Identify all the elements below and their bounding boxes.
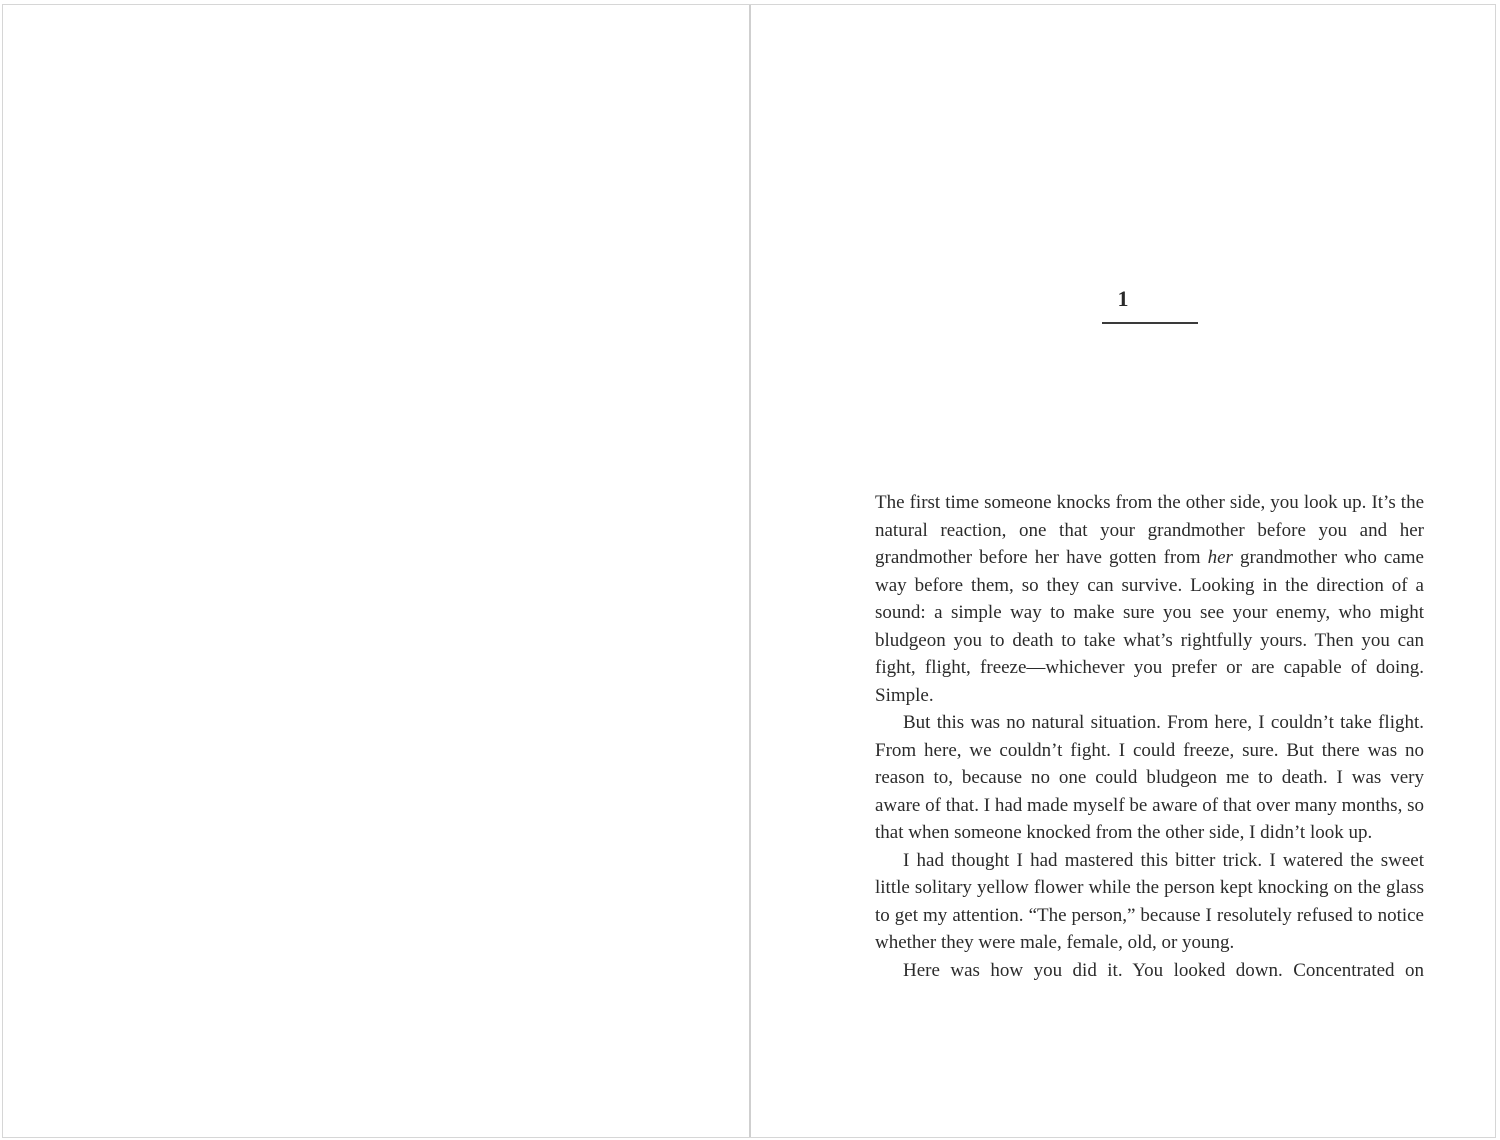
paragraph-1-emphasis: her [1207,547,1233,568]
book-spread [2,4,1496,1138]
chapter-body [875,489,1424,984]
paragraph-1-text-b: grandmother who came way before them, so they can survive. Looking in the direction of a sound: a simple way to make sure you see your enemy, who might bludgeon you to death to take what’s rightfully yours. Then you can fight, flight, freeze—whichever you prefer or are capable of doing. Simple. [875,547,1424,706]
chapter-rule [1102,322,1198,324]
right-page[interactable] [751,5,1495,1137]
paragraph-3: I had thought I had mastered this bitter trick. I watered the sweet little solitary yellow flower while the person kept knocking on the glass to get my attention. “The person,” because I resolutely refused to notice whether they were male, female, old, or young. [875,849,1424,953]
paragraph-1 [875,489,1424,709]
paragraph-1-text-a: The first time someone knocks from the other side, you look up. It’s the natural reaction, one that your grandmother before you and her grandmother before her have gotten from [875,492,1424,568]
paragraph-4: Here was how you did it. You looked down. Concentrated on [903,959,1424,981]
paragraph-2: But this was no natural situation. From here, I couldn’t take flight. From here, we couldn’t fight. I could freeze, sure. But there was no reason to, because no one could bludgeon me to death. I was very aware of that. I had made myself be aware of that over many months, so that when someone knocked from the other side, I didn’t look up. [875,712,1424,843]
left-page[interactable] [3,5,749,1137]
chapter-number: 1 [1117,286,1129,311]
